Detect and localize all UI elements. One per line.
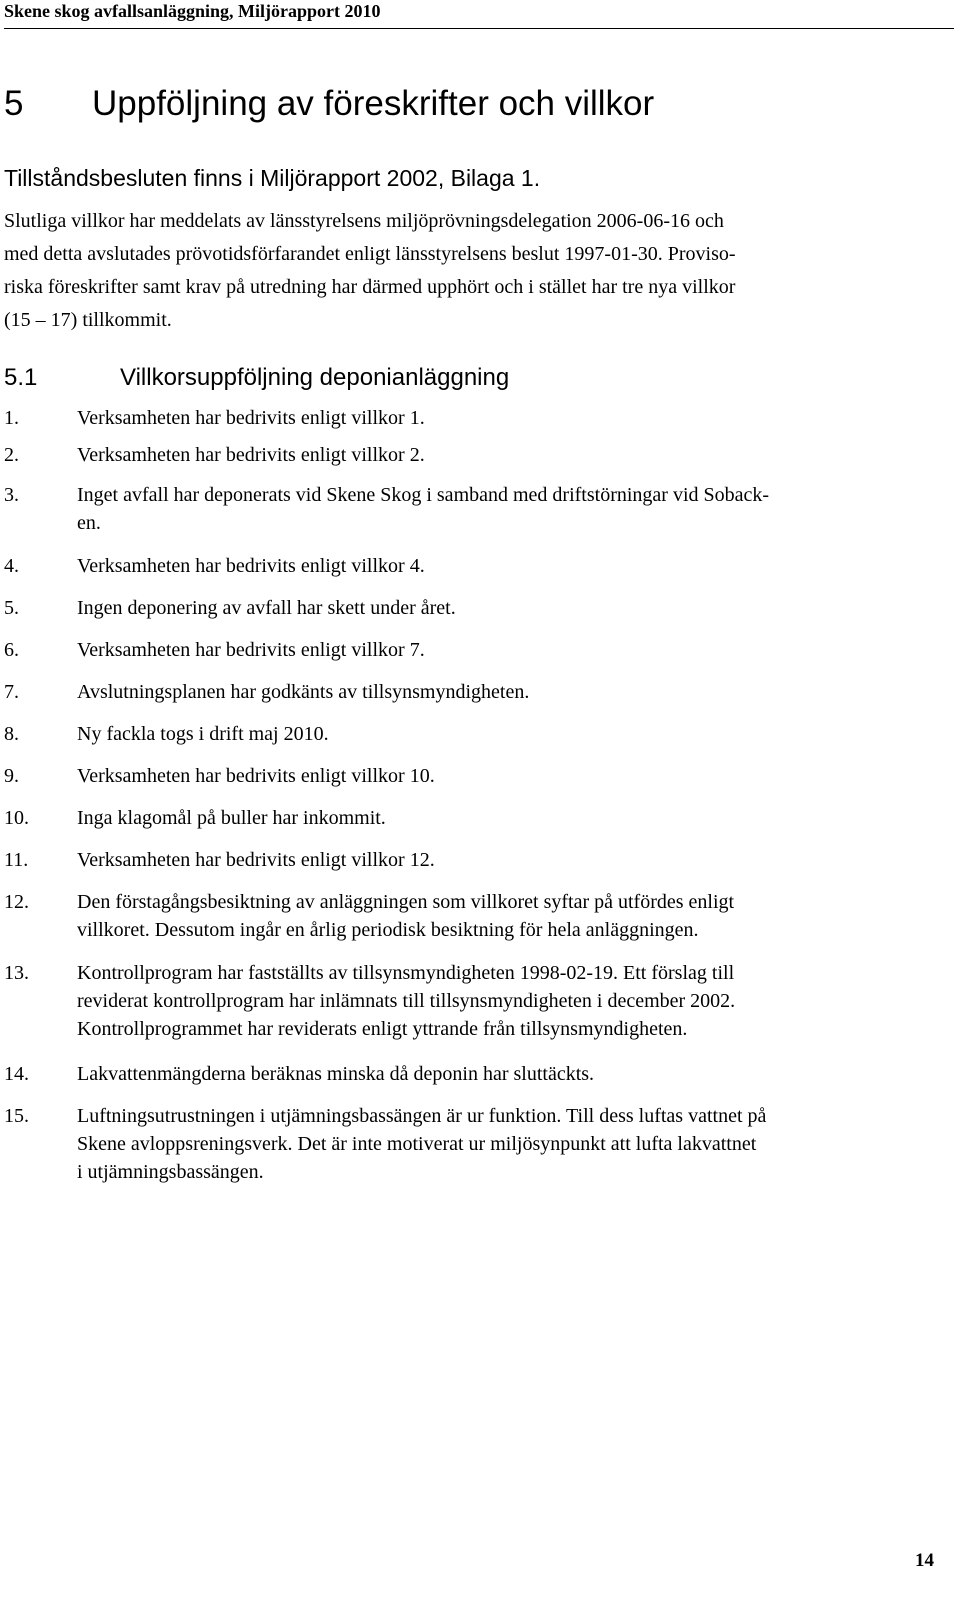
condition-number: 7.	[4, 681, 19, 703]
intro-line: riska föreskrifter samt krav på utredning har därmed upphört och i stället har tre nya villkor	[4, 276, 736, 298]
condition-text	[77, 594, 944, 622]
condition-line: i utjämningsbassängen.	[77, 1161, 264, 1183]
condition-line: Skene avloppsreningsverk. Det är inte motiverat ur miljösynpunkt att lufta lakvattnet	[77, 1133, 757, 1155]
chapter-title-text: Uppföljning av föreskrifter och villkor	[92, 84, 655, 123]
running-header	[4, 0, 954, 29]
intro-line: (15 – 17) tillkommit.	[4, 309, 172, 331]
condition-number: 1.	[4, 407, 19, 429]
condition-number: 12.	[4, 891, 29, 913]
condition-number: 15.	[4, 1105, 29, 1127]
condition-text	[77, 762, 944, 790]
condition-number: 11.	[4, 849, 29, 871]
condition-number: 9.	[4, 765, 19, 787]
condition-text	[77, 888, 944, 944]
condition-line: Kontrollprogrammet har reviderats enligt yttrande från tillsynsmyndigheten.	[77, 1018, 688, 1040]
chapter-number: 5	[4, 84, 24, 123]
chapter-title	[4, 80, 654, 128]
condition-line: Inget avfall har deponerats vid Skene Skog i samband med driftstörningar vid Soback-	[77, 484, 770, 506]
condition-line: reviderat kontrollprogram har inlämnats till tillsynsmyndigheten i december 2002.	[77, 990, 736, 1012]
condition-number: 2.	[4, 444, 19, 466]
condition-number: 14.	[4, 1063, 29, 1085]
condition-number: 8.	[4, 723, 19, 745]
condition-text	[77, 846, 944, 874]
condition-line: Kontrollprogram har fastställts av tillsynsmyndigheten 1998-02-19. Ett förslag till	[77, 962, 735, 984]
condition-line: Lakvattenmängderna beräknas minska då deponin har sluttäckts.	[77, 1063, 595, 1085]
page-number: 14	[915, 1550, 934, 1571]
condition-line: Verksamheten har bedrivits enligt villkor 2.	[77, 444, 425, 466]
permit-reference: Tillståndsbesluten finns i Miljörapport 2002, Bilaga 1.	[4, 165, 541, 191]
condition-text	[77, 1102, 944, 1186]
condition-line: Ingen deponering av avfall har skett under året.	[77, 597, 456, 619]
condition-number: 5.	[4, 597, 19, 619]
condition-number: 10.	[4, 807, 29, 829]
condition-line: Verksamheten har bedrivits enligt villkor 1.	[77, 407, 425, 429]
condition-line: Luftningsutrustningen i utjämningsbassängen är ur funktion. Till dess luftas vattnet på	[77, 1105, 767, 1127]
condition-line: Ny fackla togs i drift maj 2010.	[77, 723, 329, 745]
condition-number: 6.	[4, 639, 19, 661]
condition-line: villkoret. Dessutom ingår en årlig periodisk besiktning för hela anläggningen.	[77, 919, 699, 941]
condition-text	[77, 720, 944, 748]
condition-text	[77, 481, 944, 537]
condition-number: 13.	[4, 962, 29, 984]
condition-number: 3.	[4, 484, 19, 506]
intro-line: Slutliga villkor har meddelats av länsstyrelsens miljöprövningsdelegation 2006-06-16 och	[4, 210, 724, 232]
condition-line: Verksamheten har bedrivits enligt villkor 7.	[77, 639, 425, 661]
section-number: 5.1	[4, 364, 38, 391]
condition-text	[77, 959, 944, 1043]
condition-line: Verksamheten har bedrivits enligt villkor 12.	[77, 849, 435, 871]
condition-text	[77, 804, 944, 832]
condition-number: 4.	[4, 555, 19, 577]
intro-paragraph	[4, 205, 944, 337]
condition-text	[77, 552, 944, 580]
condition-text	[77, 1060, 944, 1088]
condition-line: en.	[77, 512, 101, 534]
condition-text	[77, 404, 944, 432]
condition-line: Avslutningsplanen har godkänts av tillsynsmyndigheten.	[77, 681, 530, 703]
running-header-title: Skene skog avfallsanläggning, Miljörapport 2010	[4, 1, 381, 21]
condition-line: Inga klagomål på buller har inkommit.	[77, 807, 386, 829]
section-title: Villkorsuppföljning deponianläggning	[120, 364, 510, 391]
section-heading	[4, 361, 509, 395]
condition-text	[77, 636, 944, 664]
condition-line: Verksamheten har bedrivits enligt villkor 4.	[77, 555, 425, 577]
condition-line: Den förstagångsbesiktning av anläggningen som villkoret syftar på utfördes enligt	[77, 891, 735, 913]
condition-line: Verksamheten har bedrivits enligt villkor 10.	[77, 765, 435, 787]
intro-line: med detta avslutades prövotidsförfarandet enligt länsstyrelsens beslut 1997-01-30. Proviso-	[4, 243, 736, 265]
condition-text	[77, 678, 944, 706]
condition-text	[77, 441, 944, 469]
